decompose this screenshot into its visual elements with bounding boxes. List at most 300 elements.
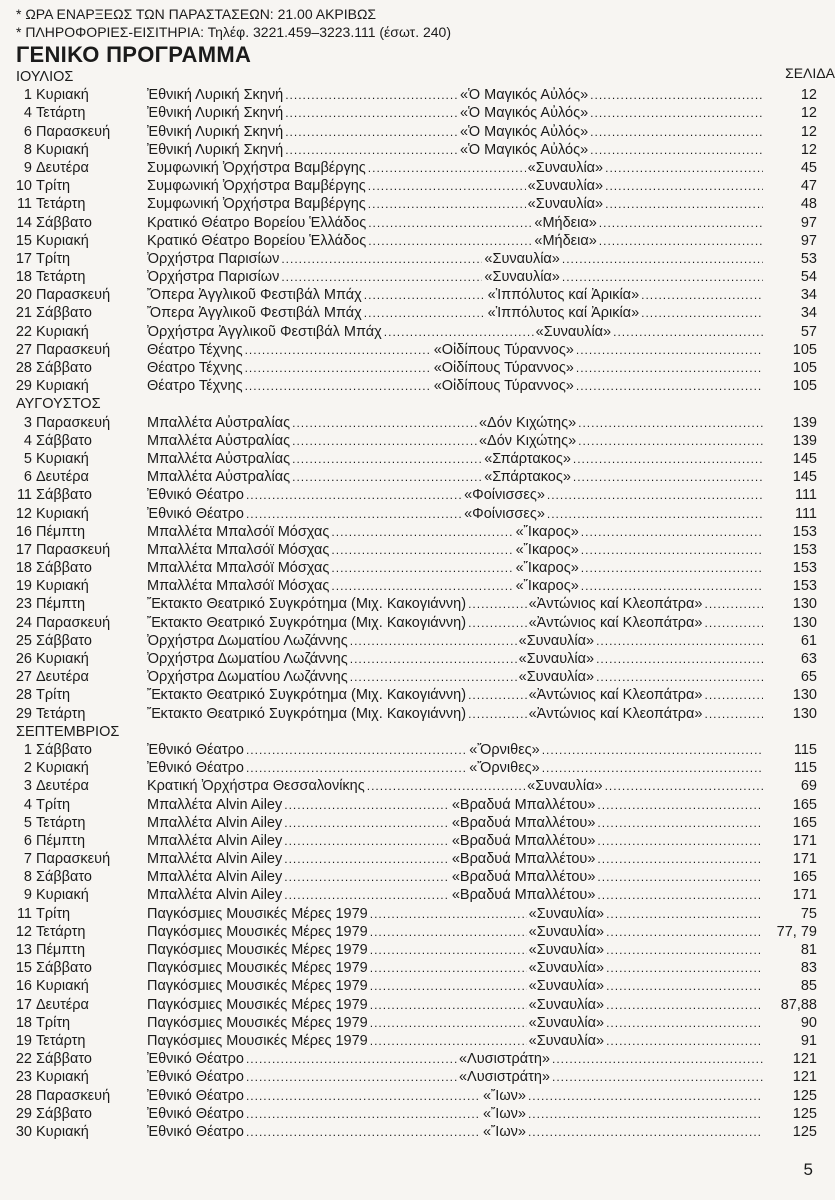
work-title: «Ὁ Μαγικός Αὐλός»: [460, 87, 589, 104]
schedule-row: [0, 141, 835, 159]
day-number: 19: [15, 1032, 32, 1049]
day-number: 1: [23, 741, 32, 758]
performance-line: [147, 559, 765, 577]
schedule-row: [0, 1068, 835, 1086]
organization: Ἐθνικό Θέατρο: [147, 741, 244, 758]
weekday: Κυριακή: [36, 505, 89, 522]
page-reference: 63: [800, 651, 817, 667]
organization: Ἐθνική Λυρική Σκηνή: [147, 141, 284, 158]
day-number: 16: [15, 978, 32, 995]
page-reference: 145: [792, 469, 817, 486]
month-heading: ΑΥΓΟΥΣΤΟΣ: [16, 396, 101, 413]
schedule-row: [0, 486, 835, 504]
dot-leader: [528, 1123, 763, 1141]
weekday: Παρασκευή: [36, 287, 111, 304]
performance-line: [147, 1105, 765, 1123]
dot-leader: [370, 1014, 527, 1032]
dot-leader: [552, 1068, 763, 1086]
work-title: «Συναυλία»: [528, 942, 605, 958]
page-reference: 12: [800, 123, 817, 140]
organization: Μπαλλέτα Alvin Ailey: [147, 796, 283, 813]
performance-line: [147, 86, 765, 104]
work-title: «Λυσιστράτη»: [458, 1051, 550, 1068]
dot-leader: [284, 886, 450, 904]
day-number: 12: [15, 923, 32, 940]
performance-line: [147, 1087, 765, 1105]
dot-leader: [528, 1105, 763, 1123]
dot-leader: [367, 777, 525, 795]
page-reference: 171: [792, 832, 817, 849]
performance-line: [147, 759, 765, 777]
organization: Ἐθνικό Θέατρο: [147, 1087, 244, 1104]
weekday: Σάββατο: [36, 741, 92, 758]
dot-leader: [606, 1032, 763, 1050]
organization: Μπαλλέτα Alvin Ailey: [147, 887, 283, 904]
weekday: Σάββατο: [36, 1051, 92, 1068]
day-number: 18: [15, 1014, 32, 1031]
organization: Ὀρχήστρα Παρισίων: [147, 269, 280, 286]
page-reference: 34: [800, 287, 817, 304]
weekday: Δευτέρα: [36, 159, 89, 176]
weekday: Τρίτη: [36, 178, 71, 195]
dot-leader: [613, 323, 763, 341]
organization: Ἐθνική Λυρική Σκηνή: [147, 123, 284, 140]
schedule-row: [0, 541, 835, 559]
page-reference: 139: [792, 414, 817, 431]
work-title: «Ἀντώνιος καί Κλεοπάτρα»: [528, 596, 703, 613]
dot-leader: [590, 86, 763, 104]
work-title: «Συναυλία»: [527, 196, 604, 213]
performance-line: [147, 195, 765, 213]
organization: Παγκόσμιες Μουσικές Μέρες 1979: [147, 1032, 368, 1049]
schedule-row: [0, 377, 835, 395]
work-title: «Μήδεια»: [534, 214, 597, 231]
organization: Μπαλλέτα Αὐστραλίας: [147, 469, 291, 486]
day-number: 29: [15, 378, 32, 395]
schedule-row: [0, 1050, 835, 1068]
performance-line: [147, 886, 765, 904]
performance-line: [147, 468, 765, 486]
page-reference: 153: [792, 560, 817, 577]
page-reference: 115: [793, 741, 817, 758]
schedule-row: [0, 959, 835, 977]
performance-line: [147, 941, 765, 959]
dot-leader: [246, 1050, 457, 1068]
dot-leader: [581, 577, 763, 595]
dot-leader: [597, 814, 763, 832]
page-reference: 47: [800, 178, 817, 195]
dot-leader: [350, 650, 517, 668]
performance-line: [147, 832, 765, 850]
performance-line: [147, 1068, 765, 1086]
page-reference: 65: [800, 669, 817, 686]
day-number: 17: [15, 541, 32, 558]
work-title: «Συναυλία»: [528, 960, 605, 977]
dot-leader: [331, 523, 513, 541]
dot-leader: [368, 159, 526, 177]
day-number: 12: [15, 505, 32, 522]
month-heading: ΙΟΥΛΙΟΣ: [16, 69, 74, 85]
work-title: «Ὄρνιθες»: [469, 741, 540, 758]
performance-line: [147, 450, 765, 468]
page-reference: 171: [792, 851, 817, 868]
dot-leader: [284, 796, 450, 814]
schedule-row: [0, 777, 835, 795]
weekday: Παρασκευή: [36, 1087, 111, 1104]
weekday: Τετάρτη: [36, 105, 86, 122]
dot-leader: [605, 195, 763, 213]
day-number: 27: [15, 669, 32, 686]
dot-leader: [292, 414, 477, 432]
dot-leader: [606, 905, 763, 923]
dot-leader: [581, 523, 763, 541]
organization: Μπαλλέτα Αὐστραλίας: [147, 414, 291, 431]
dot-leader: [246, 486, 462, 504]
work-title: «Συναυλία»: [535, 323, 612, 340]
work-title: «Ὁ Μαγικός Αὐλός»: [460, 141, 589, 158]
dot-leader: [468, 595, 526, 613]
performance-line: [147, 741, 765, 759]
dot-leader: [528, 1087, 763, 1105]
day-number: 6: [23, 469, 32, 486]
dot-leader: [246, 741, 467, 759]
performance-line: [147, 650, 765, 668]
organization: Ἔκτακτο Θεατρικό Συγκρότημα (Μιχ. Κακογιάννη): [147, 687, 467, 704]
page-reference: 125: [792, 1087, 817, 1104]
dot-leader: [562, 268, 763, 286]
dot-leader: [370, 941, 527, 959]
dot-leader: [573, 468, 763, 486]
day-number: 29: [15, 1105, 32, 1122]
performance-line: [147, 268, 765, 286]
page-reference: 105: [792, 360, 817, 376]
organization: Ὄπερα Ἀγγλικοῦ Φεστιβάλ Μπάχ: [147, 287, 362, 304]
performance-line: [147, 432, 765, 450]
schedule-row: [0, 668, 835, 686]
day-number: 28: [15, 1087, 32, 1104]
dot-leader: [590, 104, 763, 122]
work-title: «Συναυλία»: [527, 159, 604, 176]
day-number: 22: [15, 1051, 32, 1068]
schedule-row: [0, 505, 835, 523]
page-reference: 125: [792, 1105, 817, 1122]
performance-line: [147, 377, 765, 395]
organization: Μπαλλέτα Μπαλσόϊ Μόσχας: [147, 560, 330, 577]
organization: Ἔκτακτο Θεατρικό Συγκρότημα (Μιχ. Κακογιάννη): [147, 614, 467, 631]
dot-leader: [246, 1105, 481, 1123]
dot-leader: [281, 268, 482, 286]
dot-leader: [597, 886, 763, 904]
performance-line: [147, 632, 765, 650]
day-number: 11: [16, 905, 32, 922]
organization: Παγκόσμιες Μουσικές Μέρες 1979: [147, 942, 368, 958]
dot-leader: [562, 250, 763, 268]
tickets-info-note: * ΠΛΗΡΟΦΟΡΙΕΣ-ΕΙΣΙΤΗΡΙΑ: Τηλέφ. 3221.459–3223.111 (έσωτ. 240): [16, 24, 452, 40]
dot-leader: [597, 796, 763, 814]
day-number: 19: [15, 578, 32, 595]
dot-leader: [370, 977, 527, 995]
day-number: 4: [23, 796, 32, 813]
performance-line: [147, 686, 765, 704]
day-number: 14: [15, 214, 32, 231]
schedule-row: [0, 304, 835, 322]
page-reference: 165: [792, 869, 817, 886]
schedule-row: [0, 250, 835, 268]
work-title: «Συναυλία»: [527, 178, 604, 195]
day-number: 3: [23, 778, 32, 795]
performance-line: [147, 796, 765, 814]
weekday: Τετάρτη: [36, 1032, 86, 1049]
performance-line: [147, 359, 765, 377]
day-number: 25: [15, 632, 32, 649]
weekday: Τρίτη: [36, 1014, 71, 1031]
performance-line: [147, 214, 765, 232]
day-number: 20: [15, 287, 32, 304]
work-title: «Φοίνισσες»: [464, 487, 545, 504]
organization: Παγκόσμιες Μουσικές Μέρες 1979: [147, 923, 368, 940]
work-title: «Ἴκαρος»: [515, 523, 579, 540]
organization: Συμφωνική Ὀρχήστρα Βαμβέργης: [147, 159, 366, 176]
organization: Ὀρχήστρα Ἀγγλικοῦ Φεστιβάλ Μπάχ: [147, 323, 382, 340]
day-number: 8: [23, 869, 32, 886]
page-reference: 75: [800, 905, 817, 922]
schedule-row: [0, 177, 835, 195]
weekday: Κυριακή: [36, 1069, 89, 1086]
weekday: Κυριακή: [36, 887, 89, 904]
curtain-time-note: * ΩΡΑ ΕΝΑΡΞΕΩΣ ΤΩΝ ΠΑΡΑΣΤΑΣΕΩΝ: 21.00 ΑΚΡΙΒΩΣ: [16, 6, 377, 22]
weekday: Σάββατο: [36, 214, 92, 231]
weekday: Παρασκευή: [36, 341, 111, 358]
schedule-row: [0, 814, 835, 832]
weekday: Κυριακή: [36, 323, 89, 340]
schedule-row: [0, 268, 835, 286]
weekday: Παρασκευή: [36, 614, 111, 631]
performance-line: [147, 159, 765, 177]
organization: Ὀρχήστρα Δωματίου Λωζάννης: [147, 669, 348, 686]
dot-leader: [245, 377, 432, 395]
organization: Κρατική Ὀρχήστρα Θεσσαλονίκης: [147, 778, 365, 795]
performance-line: [147, 905, 765, 923]
organization: Ἐθνικό Θέατρο: [147, 760, 244, 777]
dot-leader: [331, 577, 513, 595]
dot-leader: [281, 250, 482, 268]
organization: Μπαλλέτα Μπαλσόϊ Μόσχας: [147, 541, 330, 558]
page-reference: 90: [800, 1014, 817, 1031]
schedule-row: [0, 614, 835, 632]
schedule-row: [0, 759, 835, 777]
performance-line: [147, 777, 765, 795]
day-number: 6: [23, 123, 32, 140]
dot-leader: [245, 359, 432, 377]
work-title: «Φοίνισσες»: [464, 505, 545, 522]
page-reference: 87,88: [780, 996, 817, 1013]
page-reference: 83: [800, 960, 817, 977]
work-title: «Οἰδίπους Τύραννος»: [433, 341, 574, 358]
dot-leader: [606, 959, 763, 977]
dot-leader: [246, 759, 467, 777]
weekday: Τετάρτη: [36, 923, 86, 940]
performance-line: [147, 104, 765, 122]
weekday: Τετάρτη: [36, 814, 86, 831]
page-column-header: ΣΕΛΙΔΑ: [785, 65, 835, 81]
dot-leader: [246, 1087, 481, 1105]
page-reference: 130: [792, 705, 817, 722]
day-number: 10: [15, 178, 32, 195]
dot-leader: [285, 104, 458, 122]
performance-line: [147, 304, 765, 322]
work-title: «Βραδυά Μπαλλέτου»: [451, 869, 596, 886]
weekday: Κυριακή: [36, 760, 89, 777]
work-title: «Βραδυά Μπαλλέτου»: [451, 851, 596, 868]
day-number: 6: [23, 832, 32, 849]
schedule-row: [0, 1087, 835, 1105]
page-title: ΓΕΝΙΚΟ ΠΡΟΓΡΑΜΜΑ: [16, 42, 252, 67]
dot-leader: [705, 595, 763, 613]
dot-leader: [468, 686, 526, 704]
weekday: Κυριακή: [36, 87, 89, 104]
performance-line: [147, 705, 765, 723]
day-number: 17: [15, 250, 32, 267]
weekday: Κυριακή: [36, 141, 89, 158]
page-reference: 85: [800, 978, 817, 995]
page-reference: 153: [792, 523, 817, 540]
schedule-row: [0, 359, 835, 377]
organization: Παγκόσμιες Μουσικές Μέρες 1979: [147, 996, 368, 1013]
dot-leader: [576, 341, 763, 359]
organization: Ἐθνικό Θέατρο: [147, 505, 244, 522]
dot-leader: [331, 541, 513, 559]
schedule-row: [0, 104, 835, 122]
schedule-row: [0, 741, 835, 759]
organization: Θέατρο Τέχνης: [147, 341, 243, 358]
page-reference: 61: [800, 632, 817, 649]
work-title: «Σπάρτακος»: [484, 469, 571, 486]
work-title: «Σπάρτακος»: [484, 450, 571, 467]
page-reference: 121: [792, 1051, 817, 1068]
schedule-row: [0, 559, 835, 577]
dot-leader: [596, 668, 763, 686]
performance-line: [147, 996, 765, 1014]
page-reference: 130: [792, 596, 817, 613]
work-title: «Ὄρνιθες»: [469, 760, 540, 777]
dot-leader: [364, 286, 486, 304]
weekday: Σάββατο: [36, 960, 92, 977]
weekday: Κυριακή: [36, 378, 89, 395]
day-number: 29: [15, 705, 32, 722]
weekday: Τρίτη: [36, 687, 71, 704]
work-title: «Συναυλία»: [484, 250, 560, 267]
dot-leader: [641, 304, 763, 322]
page-reference: 45: [800, 159, 817, 176]
day-number: 17: [15, 996, 32, 1013]
weekday: Σάββατο: [36, 560, 92, 577]
work-title: «Συναυλία»: [518, 669, 595, 686]
dot-leader: [605, 777, 763, 795]
schedule-row: [0, 123, 835, 141]
dot-leader: [573, 450, 763, 468]
schedule-row: [0, 86, 835, 104]
page-reference: 91: [800, 1032, 817, 1049]
performance-line: [147, 614, 765, 632]
work-title: «Ἱππόλυτος καί Ἀρικία»: [487, 305, 640, 322]
dot-leader: [705, 614, 763, 632]
dot-leader: [605, 159, 763, 177]
organization: Παγκόσμιες Μουσικές Μέρες 1979: [147, 1014, 368, 1031]
schedule-row: [0, 832, 835, 850]
day-number: 28: [15, 360, 32, 376]
day-number: 7: [23, 851, 32, 868]
page-reference: 97: [800, 214, 817, 231]
dot-leader: [350, 668, 517, 686]
schedule-row: [0, 595, 835, 613]
organization: Παγκόσμιες Μουσικές Μέρες 1979: [147, 978, 368, 995]
work-title: «Βραδυά Μπαλλέτου»: [451, 887, 596, 904]
weekday: Σάββατο: [36, 869, 92, 886]
organization: Συμφωνική Ὀρχήστρα Βαμβέργης: [147, 178, 366, 195]
performance-line: [147, 1032, 765, 1050]
weekday: Σάββατο: [36, 432, 92, 449]
work-title: «Ἀντώνιος καί Κλεοπάτρα»: [528, 687, 703, 704]
work-title: «Μήδεια»: [534, 232, 597, 249]
work-title: «Ὁ Μαγικός Αὐλός»: [460, 123, 589, 140]
dot-leader: [350, 632, 517, 650]
schedule-row: [0, 450, 835, 468]
work-title: «Ἴκαρος»: [515, 578, 579, 595]
performance-line: [147, 177, 765, 195]
schedule-row: [0, 159, 835, 177]
dot-leader: [605, 177, 763, 195]
weekday: Παρασκευή: [36, 123, 111, 140]
dot-leader: [368, 214, 532, 232]
work-title: «Οἰδίπους Τύραννος»: [433, 360, 574, 376]
work-title: «Συναυλία»: [528, 996, 605, 1013]
day-number: 23: [15, 1069, 32, 1086]
work-title: «Συναυλία»: [518, 632, 595, 649]
page-reference: 165: [792, 796, 817, 813]
schedule-row: [0, 1032, 835, 1050]
schedule-row: [0, 1105, 835, 1123]
weekday: Κυριακή: [36, 1123, 89, 1140]
performance-line: [147, 1123, 765, 1141]
day-number: 23: [15, 596, 32, 613]
schedule-row: [0, 577, 835, 595]
page-reference: 97: [800, 232, 817, 249]
dot-leader: [596, 632, 763, 650]
dot-leader: [246, 1123, 481, 1141]
day-number: 18: [15, 560, 32, 577]
schedule-row: [0, 214, 835, 232]
organization: Ἔκτακτο Θεατρικό Συγκρότημα (Μιχ. Κακογιάννη): [147, 596, 467, 613]
work-title: «Ἴκαρος»: [515, 541, 579, 558]
organization: Συμφωνική Ὀρχήστρα Βαμβέργης: [147, 196, 366, 213]
performance-line: [147, 141, 765, 159]
day-number: 27: [15, 341, 32, 358]
organization: Κρατικό Θέατρο Βορείου Ἑλλάδος: [147, 214, 367, 231]
organization: Θέατρο Τέχνης: [147, 378, 243, 395]
page-reference: 165: [792, 814, 817, 831]
page-reference: 171: [792, 887, 817, 904]
page-reference: 130: [792, 687, 817, 704]
dot-leader: [606, 996, 763, 1014]
weekday: Σάββατο: [36, 360, 92, 376]
schedule-row: [0, 432, 835, 450]
dot-leader: [578, 414, 763, 432]
weekday: Τετάρτη: [36, 705, 86, 722]
dot-leader: [578, 432, 763, 450]
page-reference: 34: [800, 305, 817, 322]
dot-leader: [331, 559, 513, 577]
dot-leader: [292, 450, 482, 468]
